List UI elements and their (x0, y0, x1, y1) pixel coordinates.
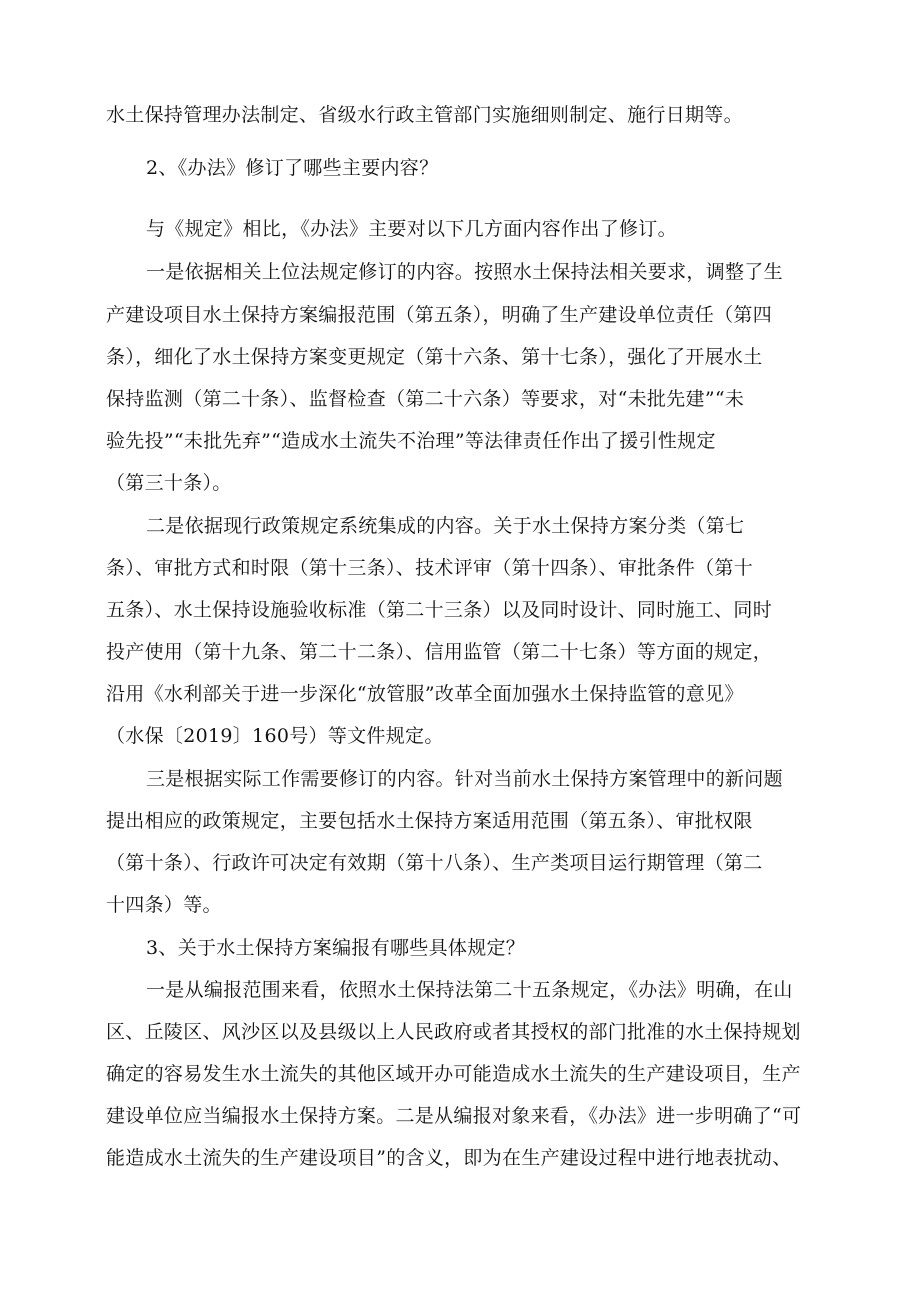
paragraph-line: （第三十条）。 (106, 472, 232, 494)
paragraph-line: 沿用《水利部关于进一步深化“放管服”改革全面加强水土保持监管的意见》 (106, 683, 744, 705)
paragraph-line: 一是依据相关上位法规定修订的内容。按照水土保持法相关要求，调整了生 (146, 261, 783, 283)
paragraph-line: （水保〔2019〕160号）等文件规定。 (106, 725, 444, 747)
paragraph-line: 提出相应的政策规定，主要包括水土保持方案适用范围（第五条）、审批权限 (106, 810, 753, 832)
paragraph-line: 五条）、水土保持设施验收标准（第二十三条）以及同时设计、同时施工、同时 (106, 599, 773, 621)
section-heading: 3、关于水土保持方案编报有哪些具体规定？ (146, 937, 526, 959)
paragraph-line: 二是依据现行政策规定系统集成的内容。关于水土保持方案分类（第七 (146, 515, 745, 537)
paragraph-line: 验先投”“未批先弃”“造成水土流失不治理”等法律责任作出了援引性规定 (106, 430, 716, 452)
paragraph-line: 一是从编报范围来看，依照水土保持法第二十五条规定，《办法》明确，在山 (146, 979, 793, 1001)
paragraph-line: 与《规定》相比，《办法》主要对以下几方面内容作出了修订。 (146, 218, 677, 240)
paragraph-line: 条），细化了水土保持方案变更规定（第十六条、第十七条），强化了开展水土 (106, 346, 763, 368)
paragraph-line: 产建设项目水土保持方案编报范围（第五条），明确了生产建设单位责任（第四 (106, 304, 773, 326)
paragraph-line: 投产使用（第十九条、第二十二条）、信用监管（第二十七条）等方面的规定， (106, 641, 773, 663)
paragraph-line: （第十条）、行政许可决定有效期（第十八条）、生产类项目运行期管理（第二 (106, 852, 763, 874)
paragraph-line: 建设单位应当编报水土保持方案。二是从编报对象来看，《办法》进一步明确了“可 (106, 1105, 802, 1127)
paragraph-line: 条）、审批方式和时限（第十三条）、技术评审（第十四条）、审批条件（第十 (106, 557, 754, 579)
paragraph-line: 三是根据实际工作需要修订的内容。针对当前水土保持方案管理中的新问题 (146, 768, 783, 790)
paragraph-line: 十四条）等。 (106, 894, 222, 916)
section-heading: 2、《办法》修订了哪些主要内容？ (146, 157, 439, 179)
paragraph-line: 水土保持管理办法制定、省级水行政主管部门实施细则制定、施行日期等。 (106, 104, 743, 126)
paragraph-line: 区、丘陵区、风沙区以及县级以上人民政府或者其授权的部门批准的水土保持规划 (106, 1021, 801, 1043)
paragraph-line: 保持监测（第二十条）、监督检查（第二十六条）等要求，对“未批先建”“未 (106, 388, 745, 410)
paragraph-line: 确定的容易发生水土流失的其他区域开办可能造成水土流失的生产建设项目，生产 (106, 1063, 801, 1085)
paragraph-line: 能造成水土流失的生产建设项目”的含义，即为在生产建设过程中进行地表扰动、 (106, 1147, 792, 1169)
